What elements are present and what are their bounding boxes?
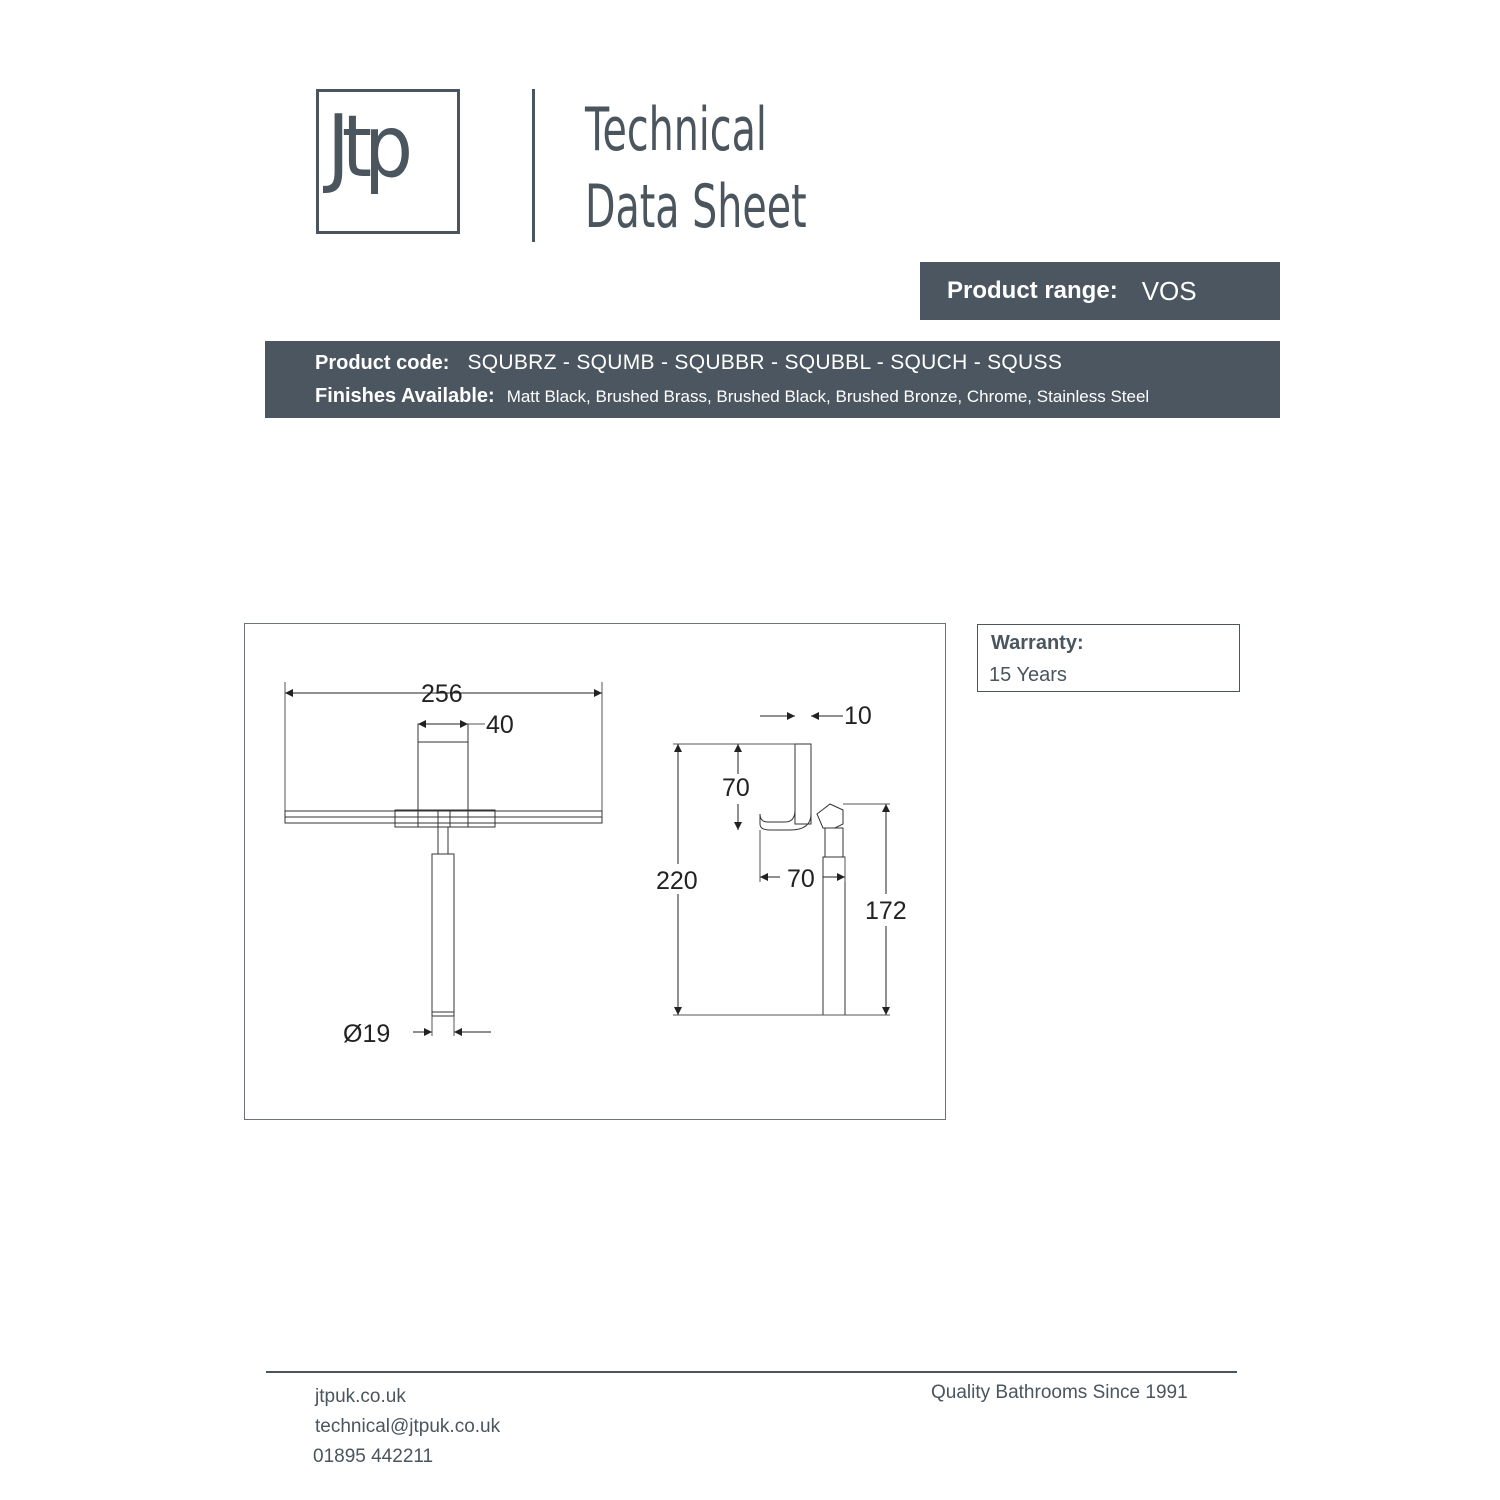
front-bracket <box>418 724 468 811</box>
front-clamp-right <box>450 810 468 827</box>
product-range-value: VOS <box>1141 275 1197 306</box>
dim-40-label: 40 <box>486 711 514 739</box>
product-info-bar <box>265 341 1280 418</box>
footer-email-link[interactable]: technical@jtpuk.co.uk <box>315 1416 501 1437</box>
technical-drawing <box>244 623 946 1120</box>
front-clamp-left <box>418 810 438 827</box>
product-code-value: SQUBRZ - SQUMB - SQUBBR - SQUBBL - SQUCH - SQUSS <box>467 351 1063 374</box>
logo-text: Jtp <box>327 97 406 197</box>
footer-phone: 01895 442211 <box>313 1446 434 1467</box>
drawing-svg <box>245 624 947 1121</box>
product-code-row <box>315 351 1062 375</box>
front-handle <box>432 854 454 1016</box>
dim-70h-label: 70 <box>722 774 750 802</box>
front-neck <box>438 827 448 854</box>
side-hook-upright <box>795 744 811 824</box>
footer-website-link[interactable]: jtpuk.co.uk <box>315 1386 406 1407</box>
header-divider <box>532 89 535 242</box>
side-clip <box>817 804 843 828</box>
dim-172-label: 172 <box>865 897 907 925</box>
side-handle <box>823 857 845 1015</box>
title-line-2: Data Sheet <box>585 172 807 242</box>
product-code-label: Product code: <box>315 352 450 374</box>
warranty-label: Warranty: <box>991 632 1084 654</box>
front-view <box>285 682 602 1036</box>
product-range-bar <box>920 262 1280 320</box>
footer-tagline: Quality Bathrooms Since 1991 <box>931 1382 1188 1403</box>
warranty-value: 15 Years <box>989 664 1067 686</box>
finishes-row <box>315 385 1149 408</box>
dim-220-label: 220 <box>656 867 698 895</box>
finishes-value: Matt Black, Brushed Brass, Brushed Black, Brushed Bronze, Chrome, Stainless Steel <box>506 387 1150 406</box>
jtp-logo <box>316 89 460 234</box>
warranty-box <box>977 624 1240 692</box>
dim-10-label: 10 <box>844 702 872 730</box>
side-view <box>673 716 890 1015</box>
dim-19-label: Ø19 <box>343 1020 391 1048</box>
title-line-1: Technical <box>585 95 767 165</box>
front-clamp <box>395 810 495 827</box>
side-hook <box>760 744 811 830</box>
dim-256-label: 256 <box>421 680 463 708</box>
side-neck <box>825 828 843 857</box>
finishes-label: Finishes Available: <box>315 385 495 407</box>
footer-divider <box>266 1371 1237 1373</box>
dim-70d-label: 70 <box>787 865 815 893</box>
product-range-label: Product range: <box>947 277 1118 304</box>
